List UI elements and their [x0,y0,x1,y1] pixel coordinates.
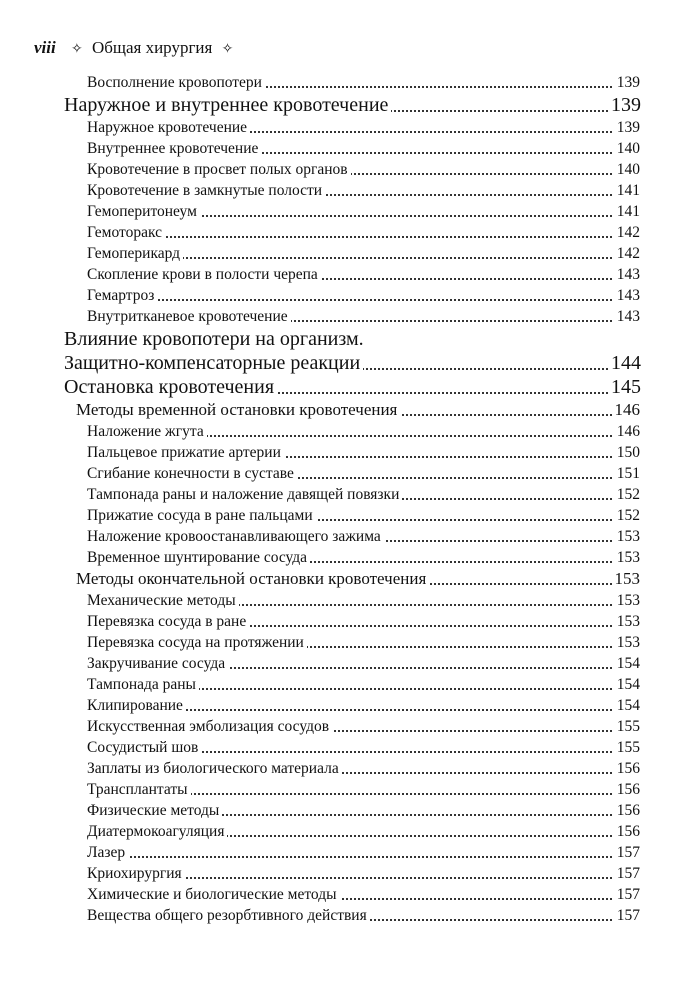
toc-entry-page: 139 [608,93,641,117]
toc-entry-title: Физические методы [87,800,222,821]
toc-entry-page: 153 [614,526,640,547]
toc-entry [0,72,696,93]
ornament-icon: ✧ [221,42,234,57]
toc-entry-title: Вещества общего резорбтивного действия [87,905,370,926]
toc-entry [0,611,696,632]
toc-entry-page: 146 [614,421,640,442]
toc-entry-title: Остановка кровотечения [64,375,277,399]
toc-entry-page: 142 [614,243,640,264]
toc-entry-title: Восполнение кровопотери [87,72,265,93]
toc-entry-title: Криохирургия [87,863,185,884]
toc-entry-page: 154 [614,695,640,716]
toc-entry-page: 153 [614,547,640,568]
toc-entry [0,442,696,463]
toc-entry-title: Прижатие сосуда в ране пальцами [87,505,316,526]
toc-entry-title: Лазер [87,842,128,863]
page-number-label: viii [34,38,56,57]
toc-entry [0,327,696,351]
toc-entry-title: Защитно-компенсаторные реакции [64,351,363,375]
toc-entry-page: 152 [614,484,640,505]
toc-entry-title: Перевязка сосуда на протяжении [87,632,307,653]
toc-entry [0,821,696,842]
toc-entry [0,351,696,375]
toc-entry-page: 157 [614,884,640,905]
toc-entry-page: 156 [614,800,640,821]
toc-entry-title: Искусственная эмболизация сосудов [87,716,332,737]
toc-entry-page: 153 [614,590,640,611]
toc-entry [0,222,696,243]
toc-entry-title: Методы окончательной остановки кровотечения [76,568,429,590]
toc-entry-page: 139 [614,117,640,138]
toc-entry-title: Влияние кровопотери на организм. [64,327,367,351]
toc-entry-title: Кровотечение в просвет полых органов [87,159,351,180]
toc-entry-title: Сосудистый шов [87,737,201,758]
toc-entry-title: Пальцевое прижатие артерии [87,442,284,463]
toc-entry-page: 139 [614,72,640,93]
dot-leader [97,299,636,301]
toc-entry-page: 146 [612,399,641,421]
toc-entry [0,463,696,484]
toc-entry-title: Наложение жгута [87,421,207,442]
toc-entry-page: 157 [614,863,640,884]
toc-entry [0,484,696,505]
toc-entry-title: Гемоперитонеум [87,201,200,222]
toc-entry-page: 154 [614,653,640,674]
toc-entry-title: Скопление крови в полости черепа [87,264,321,285]
toc-entry-title: Наружное и внутреннее кровотечение [64,93,391,117]
toc-entry-title: Внутритканевое кровотечение [87,306,291,327]
toc-entry-page: 153 [614,632,640,653]
toc-entry [0,737,696,758]
toc-entry [0,421,696,442]
toc-entry-title: Внутреннее кровотечение [87,138,261,159]
dot-leader [97,856,636,858]
toc-entry-page: 150 [614,442,640,463]
toc-entry-title: Гемартроз [87,285,157,306]
toc-entry [0,264,696,285]
toc-entry [0,180,696,201]
toc-entry-title: Сгибание конечности в суставе [87,463,297,484]
toc-entry-page: 157 [614,842,640,863]
toc-entry [0,905,696,926]
toc-entry [0,632,696,653]
toc-entry-title: Механические методы [87,590,239,611]
toc-entry [0,842,696,863]
ornament-icon: ✧ [70,42,83,57]
toc-entry-page: 141 [614,180,640,201]
toc-entry [0,653,696,674]
toc-entry-page: 154 [614,674,640,695]
toc-entry [0,674,696,695]
toc-entry-page: 143 [614,306,640,327]
toc-entry-page: 144 [608,351,641,375]
toc-entry [0,117,696,138]
toc-entry-page: 141 [614,201,640,222]
toc-entry-page: 156 [614,821,640,842]
toc-entry [0,779,696,800]
toc-entry-title: Гемоторакс [87,222,165,243]
toc-entry-page: 143 [614,264,640,285]
toc-entry-page: 153 [614,611,640,632]
toc-entry-title: Химические и биологические методы [87,884,340,905]
toc-entry [0,863,696,884]
toc-entry-title: Временное шунтирование сосуда [87,547,310,568]
toc-entry-title: Тампонада раны и наложение давящей повязки [87,484,402,505]
table-of-contents [0,72,696,926]
toc-entry [0,285,696,306]
toc-entry [0,716,696,737]
toc-entry-title: Наружное кровотечение [87,117,250,138]
toc-entry-title: Клипирование [87,695,186,716]
toc-entry-title: Кровотечение в замкнутые полости [87,180,325,201]
toc-entry [0,758,696,779]
toc-entry [0,568,696,590]
toc-entry [0,138,696,159]
toc-entry [0,547,696,568]
toc-entry [0,695,696,716]
toc-entry-title: Диатермокоагуляция [87,821,227,842]
book-title: Общая хирургия [91,38,213,57]
toc-entry [0,201,696,222]
toc-entry-page: 151 [614,463,640,484]
toc-entry [0,159,696,180]
toc-entry-page: 157 [614,905,640,926]
toc-entry [0,590,696,611]
toc-entry [0,306,696,327]
toc-entry-page: 153 [612,568,641,590]
toc-entry-page: 140 [614,159,640,180]
toc-entry-page: 156 [614,758,640,779]
toc-entry-page: 155 [614,716,640,737]
toc-entry-page: 143 [614,285,640,306]
toc-entry [0,505,696,526]
toc-entry [0,93,696,117]
dot-leader [97,236,636,238]
toc-entry-title: Закручивание сосуда [87,653,228,674]
toc-entry-page: 142 [614,222,640,243]
toc-entry [0,800,696,821]
toc-entry [0,243,696,264]
toc-entry-page: 155 [614,737,640,758]
toc-entry-page: 145 [608,375,641,399]
toc-entry-page: 140 [614,138,640,159]
toc-entry-title: Наложение кровоостанавливающего зажима [87,526,384,547]
toc-entry-title: Трансплантаты [87,779,191,800]
toc-entry-title: Заплаты из биологического материала [87,758,342,779]
toc-entry-page: 152 [614,505,640,526]
toc-entry [0,526,696,547]
toc-entry-title: Тампонада раны [87,674,199,695]
toc-entry [0,884,696,905]
toc-entry-title: Методы временной остановки кровотечения [76,399,400,421]
toc-entry-title: Гемоперикард [87,243,183,264]
toc-entry-title: Перевязка сосуда в ране [87,611,249,632]
toc-entry-page: 156 [614,779,640,800]
toc-entry [0,375,696,399]
toc-entry [0,399,696,421]
running-header [34,38,238,58]
